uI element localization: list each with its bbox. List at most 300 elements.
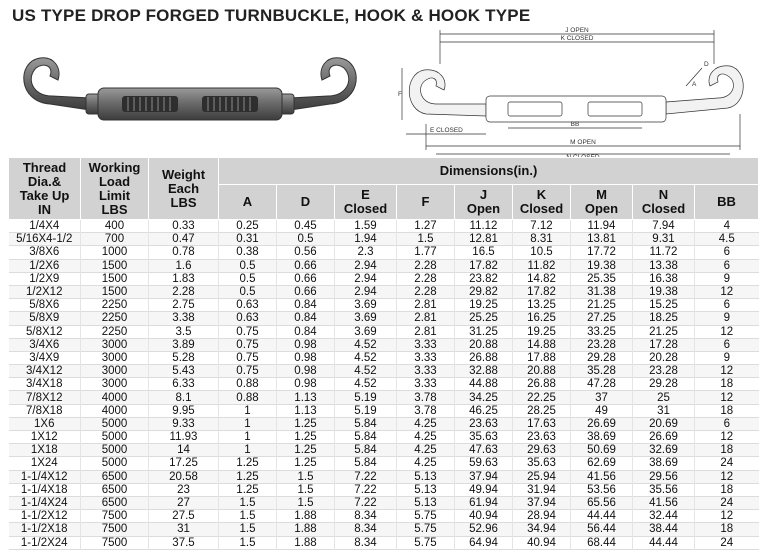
table-cell: 47.63 bbox=[455, 444, 513, 457]
table-cell: 11.72 bbox=[633, 246, 695, 259]
table-cell: 7/8X12 bbox=[9, 391, 81, 404]
table-cell: 0.5 bbox=[219, 272, 277, 285]
table-cell: 1.25 bbox=[277, 431, 335, 444]
table-cell: 13.25 bbox=[513, 299, 571, 312]
table-cell: 49.94 bbox=[455, 483, 513, 496]
table-cell: 0.84 bbox=[277, 325, 335, 338]
table-cell: 0.75 bbox=[219, 338, 277, 351]
table-cell: 8.31 bbox=[513, 233, 571, 246]
table-cell: 16.38 bbox=[633, 272, 695, 285]
table-cell: 0.5 bbox=[277, 233, 335, 246]
table-cell: 37.5 bbox=[149, 536, 219, 549]
table-cell: 2.81 bbox=[397, 325, 455, 338]
table-cell: 1 bbox=[219, 404, 277, 417]
table-cell: 31.25 bbox=[455, 325, 513, 338]
left-hook-icon bbox=[24, 58, 90, 110]
table-cell: 4.25 bbox=[397, 444, 455, 457]
table-cell: 4 bbox=[695, 220, 759, 233]
table-row bbox=[9, 510, 759, 523]
table-row bbox=[9, 220, 759, 233]
table-cell: 4.25 bbox=[397, 457, 455, 470]
table-cell: 3.69 bbox=[335, 312, 397, 325]
table-cell: 44.44 bbox=[633, 536, 695, 549]
table-cell: 6 bbox=[695, 246, 759, 259]
table-cell: 18 bbox=[695, 444, 759, 457]
table-cell: 26.88 bbox=[513, 378, 571, 391]
table-cell: 1.25 bbox=[277, 444, 335, 457]
table-cell: 0.56 bbox=[277, 246, 335, 259]
table-cell: 17.82 bbox=[513, 285, 571, 298]
table-cell: 2.28 bbox=[397, 272, 455, 285]
table-cell: 6500 bbox=[81, 496, 149, 509]
table-cell: 1.13 bbox=[277, 391, 335, 404]
table-cell: 4.52 bbox=[335, 338, 397, 351]
table-cell: 1-1/4X18 bbox=[9, 483, 81, 496]
table-cell: 0.5 bbox=[219, 285, 277, 298]
table-cell: 20.69 bbox=[633, 417, 695, 430]
table-cell: 17.88 bbox=[513, 351, 571, 364]
table-cell: 1X18 bbox=[9, 444, 81, 457]
table-cell: 23.28 bbox=[633, 365, 695, 378]
table-cell: 1.5 bbox=[219, 496, 277, 509]
table-cell: 35.63 bbox=[455, 431, 513, 444]
table-cell: 9.95 bbox=[149, 404, 219, 417]
table-cell: 3.5 bbox=[149, 325, 219, 338]
table-cell: 6.33 bbox=[149, 378, 219, 391]
table-cell: 6500 bbox=[81, 470, 149, 483]
table-cell: 3/4X12 bbox=[9, 365, 81, 378]
table-cell: 3/4X6 bbox=[9, 338, 81, 351]
table-cell: 20.58 bbox=[149, 470, 219, 483]
table-cell: 3.89 bbox=[149, 338, 219, 351]
table-cell: 23 bbox=[149, 483, 219, 496]
table-cell: 5.19 bbox=[335, 391, 397, 404]
table-cell: 1/2X9 bbox=[9, 272, 81, 285]
table-cell: 4.5 bbox=[695, 233, 759, 246]
table-cell: 1.25 bbox=[219, 470, 277, 483]
table-cell: 40.94 bbox=[513, 536, 571, 549]
table-row bbox=[9, 431, 759, 444]
table-cell: 33.25 bbox=[571, 325, 633, 338]
table-cell: 0.84 bbox=[277, 312, 335, 325]
table-cell: 6500 bbox=[81, 483, 149, 496]
table-cell: 7/8X18 bbox=[9, 404, 81, 417]
table-cell: 21.25 bbox=[633, 325, 695, 338]
table-cell: 5/8X12 bbox=[9, 325, 81, 338]
dim-a: A bbox=[692, 81, 697, 88]
table-cell: 1.5 bbox=[277, 483, 335, 496]
table-cell: 7500 bbox=[81, 510, 149, 523]
table-cell: 0.98 bbox=[277, 351, 335, 364]
table-cell: 13.81 bbox=[571, 233, 633, 246]
table-cell: 8.34 bbox=[335, 523, 397, 536]
table-cell: 7.22 bbox=[335, 483, 397, 496]
table-cell: 1.88 bbox=[277, 523, 335, 536]
table-cell: 64.94 bbox=[455, 536, 513, 549]
table-cell: 50.69 bbox=[571, 444, 633, 457]
table-cell: 0.75 bbox=[219, 351, 277, 364]
table-cell: 0.31 bbox=[219, 233, 277, 246]
table-cell: 1-1/2X24 bbox=[9, 536, 81, 549]
table-row bbox=[9, 417, 759, 430]
table-cell: 40.94 bbox=[455, 510, 513, 523]
table-cell: 18 bbox=[695, 378, 759, 391]
table-cell: 38.44 bbox=[633, 523, 695, 536]
table-cell: 400 bbox=[81, 220, 149, 233]
table-cell: 31 bbox=[633, 404, 695, 417]
table-row bbox=[9, 325, 759, 338]
table-cell: 5.84 bbox=[335, 431, 397, 444]
dim-e-closed: E CLOSED bbox=[430, 127, 463, 134]
table-cell: 3.33 bbox=[397, 378, 455, 391]
table-cell: 1X12 bbox=[9, 431, 81, 444]
table-cell: 18 bbox=[695, 404, 759, 417]
table-cell: 2.81 bbox=[397, 299, 455, 312]
table-row bbox=[9, 523, 759, 536]
table-cell: 6 bbox=[695, 259, 759, 272]
table-cell: 19.25 bbox=[455, 299, 513, 312]
table-cell: 35.63 bbox=[513, 457, 571, 470]
table-cell: 4.52 bbox=[335, 365, 397, 378]
table-cell: 1 bbox=[219, 431, 277, 444]
table-cell: 28.25 bbox=[513, 404, 571, 417]
table-cell: 29.28 bbox=[571, 351, 633, 364]
table-cell: 23.82 bbox=[455, 272, 513, 285]
table-row bbox=[9, 536, 759, 549]
table-cell: 9.33 bbox=[149, 417, 219, 430]
table-cell: 2.94 bbox=[335, 259, 397, 272]
header-weight: Weight Each LBS bbox=[149, 158, 219, 220]
header-bb: BB bbox=[695, 185, 759, 220]
table-cell: 5.13 bbox=[397, 470, 455, 483]
table-cell: 1-1/2X18 bbox=[9, 523, 81, 536]
table-row bbox=[9, 483, 759, 496]
table-cell: 1.94 bbox=[335, 233, 397, 246]
table-cell: 1.25 bbox=[277, 457, 335, 470]
table-cell: 1.25 bbox=[219, 457, 277, 470]
table-cell: 3/8X6 bbox=[9, 246, 81, 259]
table-cell: 2.94 bbox=[335, 272, 397, 285]
table-cell: 7.22 bbox=[335, 470, 397, 483]
table-cell: 5000 bbox=[81, 444, 149, 457]
table-cell: 11.93 bbox=[149, 431, 219, 444]
table-cell: 32.69 bbox=[633, 444, 695, 457]
table-cell: 24 bbox=[695, 536, 759, 549]
table-cell: 3.33 bbox=[397, 351, 455, 364]
table-cell: 2250 bbox=[81, 325, 149, 338]
table-cell: 7500 bbox=[81, 523, 149, 536]
table-cell: 24 bbox=[695, 457, 759, 470]
table-cell: 20.88 bbox=[455, 338, 513, 351]
table-cell: 18 bbox=[695, 523, 759, 536]
table-cell: 47.28 bbox=[571, 378, 633, 391]
dim-m-open: M OPEN bbox=[570, 139, 596, 146]
table-cell: 5.84 bbox=[335, 457, 397, 470]
dim-d: D bbox=[704, 61, 709, 68]
table-cell: 29.28 bbox=[633, 378, 695, 391]
table-cell: 17.28 bbox=[633, 338, 695, 351]
table-cell: 1.5 bbox=[397, 233, 455, 246]
table-cell: 1.88 bbox=[277, 536, 335, 549]
table-cell: 1.25 bbox=[219, 483, 277, 496]
table-row bbox=[9, 378, 759, 391]
table-cell: 12 bbox=[695, 365, 759, 378]
table-cell: 4.25 bbox=[397, 431, 455, 444]
table-row bbox=[9, 470, 759, 483]
table-cell: 32.88 bbox=[455, 365, 513, 378]
table-cell: 68.44 bbox=[571, 536, 633, 549]
table-cell: 46.25 bbox=[455, 404, 513, 417]
table-cell: 17.63 bbox=[513, 417, 571, 430]
table-cell: 34.25 bbox=[455, 391, 513, 404]
table-cell: 0.88 bbox=[219, 378, 277, 391]
table-cell: 1.59 bbox=[335, 220, 397, 233]
right-hook-icon bbox=[290, 58, 356, 110]
table-cell: 5.75 bbox=[397, 536, 455, 549]
table-cell: 56.44 bbox=[571, 523, 633, 536]
table-cell: 11.94 bbox=[571, 220, 633, 233]
table-cell: 5.28 bbox=[149, 351, 219, 364]
table-cell: 6 bbox=[695, 338, 759, 351]
table-cell: 27.25 bbox=[571, 312, 633, 325]
table-row bbox=[9, 457, 759, 470]
table-cell: 23.63 bbox=[513, 431, 571, 444]
table-cell: 8.34 bbox=[335, 510, 397, 523]
table-cell: 5000 bbox=[81, 457, 149, 470]
table-cell: 5.75 bbox=[397, 523, 455, 536]
table-cell: 0.98 bbox=[277, 338, 335, 351]
table-cell: 32.44 bbox=[633, 510, 695, 523]
table-cell: 28.94 bbox=[513, 510, 571, 523]
table-cell: 41.56 bbox=[633, 496, 695, 509]
table-cell: 61.94 bbox=[455, 496, 513, 509]
table-row bbox=[9, 391, 759, 404]
table-cell: 3000 bbox=[81, 365, 149, 378]
table-cell: 3.69 bbox=[335, 299, 397, 312]
table-cell: 1/2X6 bbox=[9, 259, 81, 272]
table-cell: 0.47 bbox=[149, 233, 219, 246]
table-cell: 1-1/2X12 bbox=[9, 510, 81, 523]
table-row bbox=[9, 404, 759, 417]
table-cell: 1.83 bbox=[149, 272, 219, 285]
table-cell: 62.69 bbox=[571, 457, 633, 470]
table-row bbox=[9, 233, 759, 246]
table-row bbox=[9, 365, 759, 378]
table-cell: 38.69 bbox=[571, 431, 633, 444]
table-cell: 1-1/4X12 bbox=[9, 470, 81, 483]
table-cell: 20.28 bbox=[633, 351, 695, 364]
table-cell: 5.19 bbox=[335, 404, 397, 417]
table-cell: 12 bbox=[695, 325, 759, 338]
table-cell: 8.1 bbox=[149, 391, 219, 404]
table-cell: 1500 bbox=[81, 259, 149, 272]
table-cell: 23.28 bbox=[571, 338, 633, 351]
dim-j-open: J OPEN bbox=[565, 27, 589, 34]
table-cell: 4.52 bbox=[335, 378, 397, 391]
table-cell: 3.33 bbox=[397, 365, 455, 378]
table-cell: 1-1/4X24 bbox=[9, 496, 81, 509]
dim-bb: BB bbox=[570, 121, 580, 128]
table-cell: 24 bbox=[695, 496, 759, 509]
table-cell: 5/8X9 bbox=[9, 312, 81, 325]
table-cell: 53.56 bbox=[571, 483, 633, 496]
table-cell: 25 bbox=[633, 391, 695, 404]
table-cell: 25.35 bbox=[571, 272, 633, 285]
table-cell: 1X6 bbox=[9, 417, 81, 430]
table-cell: 27.5 bbox=[149, 510, 219, 523]
table-cell: 44.88 bbox=[455, 378, 513, 391]
table-cell: 5.84 bbox=[335, 417, 397, 430]
table-cell: 5/16X4-1/2 bbox=[9, 233, 81, 246]
table-cell: 13.38 bbox=[633, 259, 695, 272]
table-cell: 37.94 bbox=[455, 470, 513, 483]
table-cell: 5000 bbox=[81, 431, 149, 444]
table-cell: 29.82 bbox=[455, 285, 513, 298]
table-row bbox=[9, 272, 759, 285]
table-cell: 1.88 bbox=[277, 510, 335, 523]
table-row bbox=[9, 338, 759, 351]
table-cell: 17.25 bbox=[149, 457, 219, 470]
dim-k-closed: K CLOSED bbox=[560, 35, 594, 42]
table-cell: 2.81 bbox=[397, 312, 455, 325]
table-cell: 3/4X9 bbox=[9, 351, 81, 364]
table-cell: 1.77 bbox=[397, 246, 455, 259]
table-cell: 2.28 bbox=[397, 285, 455, 298]
table-cell: 10.5 bbox=[513, 246, 571, 259]
table-cell: 22.25 bbox=[513, 391, 571, 404]
header-n-closed: N Closed bbox=[633, 185, 695, 220]
table-cell: 16.5 bbox=[455, 246, 513, 259]
table-cell: 16.25 bbox=[513, 312, 571, 325]
table-cell: 26.88 bbox=[455, 351, 513, 364]
table-cell: 19.38 bbox=[633, 285, 695, 298]
table-cell: 19.38 bbox=[571, 259, 633, 272]
table-cell: 21.25 bbox=[571, 299, 633, 312]
table-cell: 3.33 bbox=[397, 338, 455, 351]
spec-table-body bbox=[9, 220, 759, 550]
table-row bbox=[9, 259, 759, 272]
table-cell: 1.5 bbox=[219, 536, 277, 549]
table-cell: 2.28 bbox=[149, 285, 219, 298]
table-cell: 26.69 bbox=[633, 431, 695, 444]
table-cell: 9 bbox=[695, 351, 759, 364]
table-row bbox=[9, 496, 759, 509]
table-cell: 8.34 bbox=[335, 536, 397, 549]
table-cell: 1.5 bbox=[277, 470, 335, 483]
table-cell: 44.44 bbox=[571, 510, 633, 523]
header-j-open: J Open bbox=[455, 185, 513, 220]
header-thread: Thread Dia.& Take Up IN bbox=[9, 158, 81, 220]
table-cell: 3000 bbox=[81, 338, 149, 351]
table-cell: 1/4X4 bbox=[9, 220, 81, 233]
table-cell: 1.5 bbox=[219, 510, 277, 523]
table-cell: 38.69 bbox=[633, 457, 695, 470]
table-cell: 37 bbox=[571, 391, 633, 404]
table-cell: 12 bbox=[695, 285, 759, 298]
table-cell: 14.88 bbox=[513, 338, 571, 351]
table-cell: 700 bbox=[81, 233, 149, 246]
table-cell: 18 bbox=[695, 483, 759, 496]
table-cell: 5/8X6 bbox=[9, 299, 81, 312]
table-cell: 3.38 bbox=[149, 312, 219, 325]
table-cell: 9 bbox=[695, 272, 759, 285]
table-cell: 41.56 bbox=[571, 470, 633, 483]
table-cell: 1 bbox=[219, 417, 277, 430]
table-cell: 4.52 bbox=[335, 351, 397, 364]
table-cell: 6 bbox=[695, 299, 759, 312]
table-cell: 1.5 bbox=[219, 523, 277, 536]
table-cell: 2.94 bbox=[335, 285, 397, 298]
table-cell: 31.38 bbox=[571, 285, 633, 298]
table-cell: 37.94 bbox=[513, 496, 571, 509]
table-cell: 0.75 bbox=[219, 325, 277, 338]
table-cell: 1/2X12 bbox=[9, 285, 81, 298]
table-cell: 0.66 bbox=[277, 259, 335, 272]
table-cell: 0.38 bbox=[219, 246, 277, 259]
table-cell: 2.75 bbox=[149, 299, 219, 312]
dim-f: F bbox=[398, 91, 402, 98]
table-cell: 0.88 bbox=[219, 391, 277, 404]
table-cell: 5.13 bbox=[397, 483, 455, 496]
table-cell: 3.78 bbox=[397, 391, 455, 404]
table-cell: 0.25 bbox=[219, 220, 277, 233]
table-cell: 65.56 bbox=[571, 496, 633, 509]
table-cell: 1 bbox=[219, 444, 277, 457]
table-cell: 49 bbox=[571, 404, 633, 417]
table-cell: 0.45 bbox=[277, 220, 335, 233]
table-cell: 1.27 bbox=[397, 220, 455, 233]
table-row bbox=[9, 444, 759, 457]
table-cell: 9.31 bbox=[633, 233, 695, 246]
table-cell: 2.3 bbox=[335, 246, 397, 259]
table-cell: 1X24 bbox=[9, 457, 81, 470]
turnbuckle-photo bbox=[10, 44, 370, 154]
table-cell: 1500 bbox=[81, 285, 149, 298]
table-cell: 0.98 bbox=[277, 365, 335, 378]
table-cell: 14 bbox=[149, 444, 219, 457]
header-m-open: M Open bbox=[571, 185, 633, 220]
table-cell: 6 bbox=[695, 417, 759, 430]
table-cell: 9 bbox=[695, 312, 759, 325]
table-cell: 1.5 bbox=[277, 496, 335, 509]
table-cell: 1.13 bbox=[277, 404, 335, 417]
table-cell: 2.28 bbox=[397, 259, 455, 272]
table-cell: 5000 bbox=[81, 417, 149, 430]
table-cell: 5.13 bbox=[397, 496, 455, 509]
table-cell: 34.94 bbox=[513, 523, 571, 536]
table-cell: 18.25 bbox=[633, 312, 695, 325]
table-cell: 0.5 bbox=[219, 259, 277, 272]
table-cell: 12 bbox=[695, 510, 759, 523]
table-cell: 31.94 bbox=[513, 483, 571, 496]
table-cell: 12 bbox=[695, 470, 759, 483]
table-cell: 0.63 bbox=[219, 312, 277, 325]
table-cell: 7.22 bbox=[335, 496, 397, 509]
table-cell: 0.33 bbox=[149, 220, 219, 233]
turnbuckle-diagram bbox=[396, 24, 758, 160]
table-cell: 3000 bbox=[81, 378, 149, 391]
table-cell: 3/4X18 bbox=[9, 378, 81, 391]
header-d: D bbox=[277, 185, 335, 220]
table-cell: 5.75 bbox=[397, 510, 455, 523]
header-a: A bbox=[219, 185, 277, 220]
table-cell: 20.88 bbox=[513, 365, 571, 378]
table-cell: 4000 bbox=[81, 404, 149, 417]
table-cell: 25.25 bbox=[455, 312, 513, 325]
table-row bbox=[9, 246, 759, 259]
table-cell: 7500 bbox=[81, 536, 149, 549]
table-cell: 3.78 bbox=[397, 404, 455, 417]
